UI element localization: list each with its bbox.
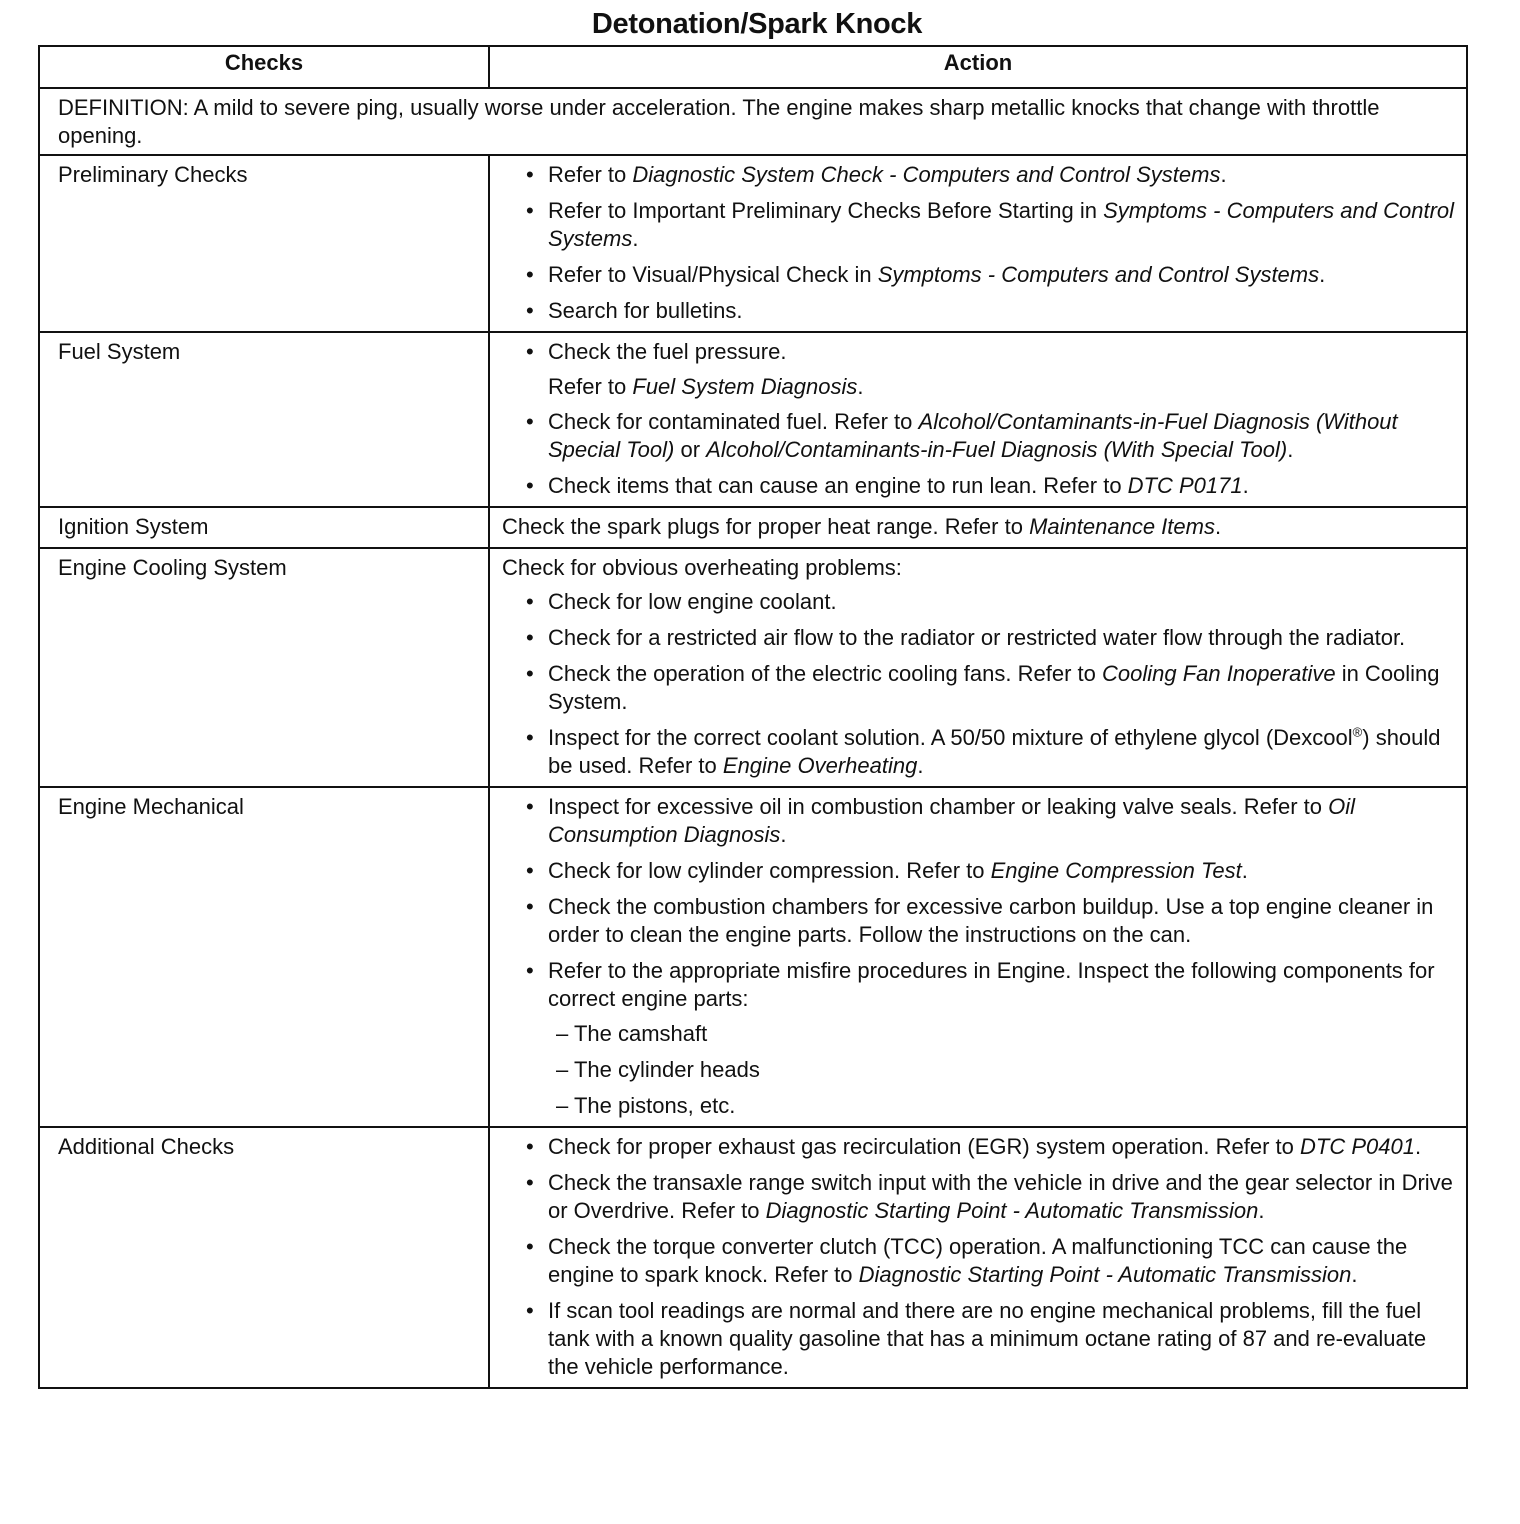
check-label: Ignition System xyxy=(39,507,489,548)
page-title: Detonation/Spark Knock xyxy=(591,8,923,40)
action-list xyxy=(502,408,1456,500)
action-item: • Check items that can cause an engine to run lean. Refer to DTC P0171. xyxy=(502,472,1456,500)
action-cell xyxy=(489,332,1467,507)
action-item: • Inspect for the correct coolant solution. A 50/50 mixture of ethylene glycol (Dexcool®) should be used. Refer to Engine Overheating. xyxy=(502,724,1456,780)
reference-link-text: Maintenance Items xyxy=(1029,514,1215,539)
reference-link-text: Alcohol/Contaminants-in-Fuel Diagnosis (With Special Tool) xyxy=(706,437,1288,462)
reference-link-text: Fuel System Diagnosis xyxy=(632,374,858,399)
sub-item: – The camshaft xyxy=(556,1021,708,1046)
reference-link-text: Oil Consumption Diagnosis xyxy=(548,794,1356,847)
check-label: Additional Checks xyxy=(39,1127,489,1388)
action-item: • Check for proper exhaust gas recirculation (EGR) system operation. Refer to DTC P0401. xyxy=(502,1133,1456,1161)
action-item: • Refer to Important Preliminary Checks Before Starting in Symptoms - Computers and Control Systems. xyxy=(502,197,1456,253)
action-item: • Search for bulletins. xyxy=(502,297,1456,325)
action-item: • Check for contaminated fuel. Refer to Alcohol/Contaminants-in-Fuel Diagnosis (Without Special Tool) or Alcohol/Contaminants-in-Fuel Diagnosis (With Special Tool). xyxy=(502,408,1456,464)
sub-item: – The cylinder heads xyxy=(556,1057,760,1082)
action-item: • Check the fuel pressure. xyxy=(502,338,1456,366)
action-item: • Check the combustion chambers for excessive carbon buildup. Use a top engine cleaner in order to clean the engine parts. Follow the instructions on the can. xyxy=(502,893,1456,949)
action-continuation: Refer to Fuel System Diagnosis. xyxy=(548,374,864,399)
action-item: • Check the torque converter clutch (TCC) operation. A malfunctioning TCC can cause the engine to spark knock. Refer to Diagnostic Starting Point - Automatic Transmission. xyxy=(502,1233,1456,1289)
action-column-header: Action xyxy=(489,46,1467,88)
reference-link-text: Diagnostic Starting Point - Automatic Transmission xyxy=(858,1262,1352,1287)
check-label: Engine Mechanical xyxy=(39,787,489,1127)
action-list xyxy=(502,793,1456,1120)
action-cell xyxy=(489,548,1467,787)
action-cell xyxy=(489,155,1467,332)
check-label: Fuel System xyxy=(39,332,489,507)
action-item: • Check the transaxle range switch input with the vehicle in drive and the gear selector in Drive or Overdrive. Refer to Diagnostic Starting Point - Automatic Transmission. xyxy=(502,1169,1456,1225)
checks-column-header: Checks xyxy=(39,46,489,88)
action-list xyxy=(502,588,1456,780)
definition-row xyxy=(39,88,1467,155)
action-cell xyxy=(489,1127,1467,1388)
reference-link-text: Cooling Fan Inoperative xyxy=(1101,661,1336,686)
action-item: • Check the operation of the electric cooling fans. Refer to Cooling Fan Inoperative in Cooling System. xyxy=(502,660,1456,716)
reference-link-text: DTC P0401 xyxy=(1300,1134,1415,1159)
table-row xyxy=(39,155,1467,332)
action-list xyxy=(502,338,1456,366)
sub-item: – The pistons, etc. xyxy=(556,1093,736,1118)
reference-link-text: Engine Compression Test xyxy=(990,858,1242,883)
action-intro: Check for obvious overheating problems: xyxy=(502,555,902,580)
action-item: • Check for low cylinder compression. Refer to Engine Compression Test. xyxy=(502,857,1456,885)
table-row xyxy=(39,332,1467,507)
action-cell xyxy=(489,787,1467,1127)
action-item: • Refer to Diagnostic System Check - Computers and Control Systems. xyxy=(502,161,1456,189)
header-row xyxy=(39,46,1467,88)
action-item: • Check for a restricted air flow to the radiator or restricted water flow through the radiator. xyxy=(502,624,1456,652)
reference-link-text: Symptoms - Computers and Control Systems xyxy=(877,262,1320,287)
action-item: • Check for low engine coolant. xyxy=(502,588,1456,616)
action-item: • If scan tool readings are normal and there are no engine mechanical problems, fill the fuel tank with a known quality gasoline that has a minimum octane rating of 87 and re-evaluate the vehicle performance. xyxy=(502,1297,1456,1381)
reference-link-text: DTC P0171 xyxy=(1127,473,1243,498)
reference-link-text: Diagnostic Starting Point - Automatic Transmission xyxy=(765,1198,1259,1223)
reference-link-text: Alcohol/Contaminants-in-Fuel Diagnosis (Without Special Tool) xyxy=(548,409,1398,462)
check-label: Preliminary Checks xyxy=(39,155,489,332)
table-row xyxy=(39,1127,1467,1388)
table-row xyxy=(39,787,1467,1127)
diagnostic-table xyxy=(38,45,1468,1389)
action-item: • Refer to the appropriate misfire procedures in Engine. Inspect the following components for correct engine parts: – The camshaft – The cylinder heads – The pistons, etc. xyxy=(502,957,1456,1120)
registered-mark: ® xyxy=(1352,724,1363,740)
sub-list xyxy=(548,1020,1456,1120)
action-list xyxy=(502,1133,1456,1381)
reference-link-text: Engine Overheating xyxy=(722,753,918,778)
definition-text: DEFINITION: A mild to severe ping, usually worse under acceleration. The engine makes sharp metallic knocks that change with throttle opening. xyxy=(39,88,1467,155)
reference-link-text: Diagnostic System Check - Computers and Control Systems xyxy=(632,162,1221,187)
action-cell: Check the spark plugs for proper heat range. Refer to Maintenance Items. xyxy=(489,507,1467,548)
action-item: • Refer to Visual/Physical Check in Symptoms - Computers and Control Systems. xyxy=(502,261,1456,289)
check-label: Engine Cooling System xyxy=(39,548,489,787)
table-row xyxy=(39,507,1467,548)
table-row xyxy=(39,548,1467,787)
action-item: • Inspect for excessive oil in combustion chamber or leaking valve seals. Refer to Oil Consumption Diagnosis. xyxy=(502,793,1456,849)
reference-link-text: Symptoms - Computers and Control Systems xyxy=(548,198,1455,251)
action-list xyxy=(502,161,1456,325)
